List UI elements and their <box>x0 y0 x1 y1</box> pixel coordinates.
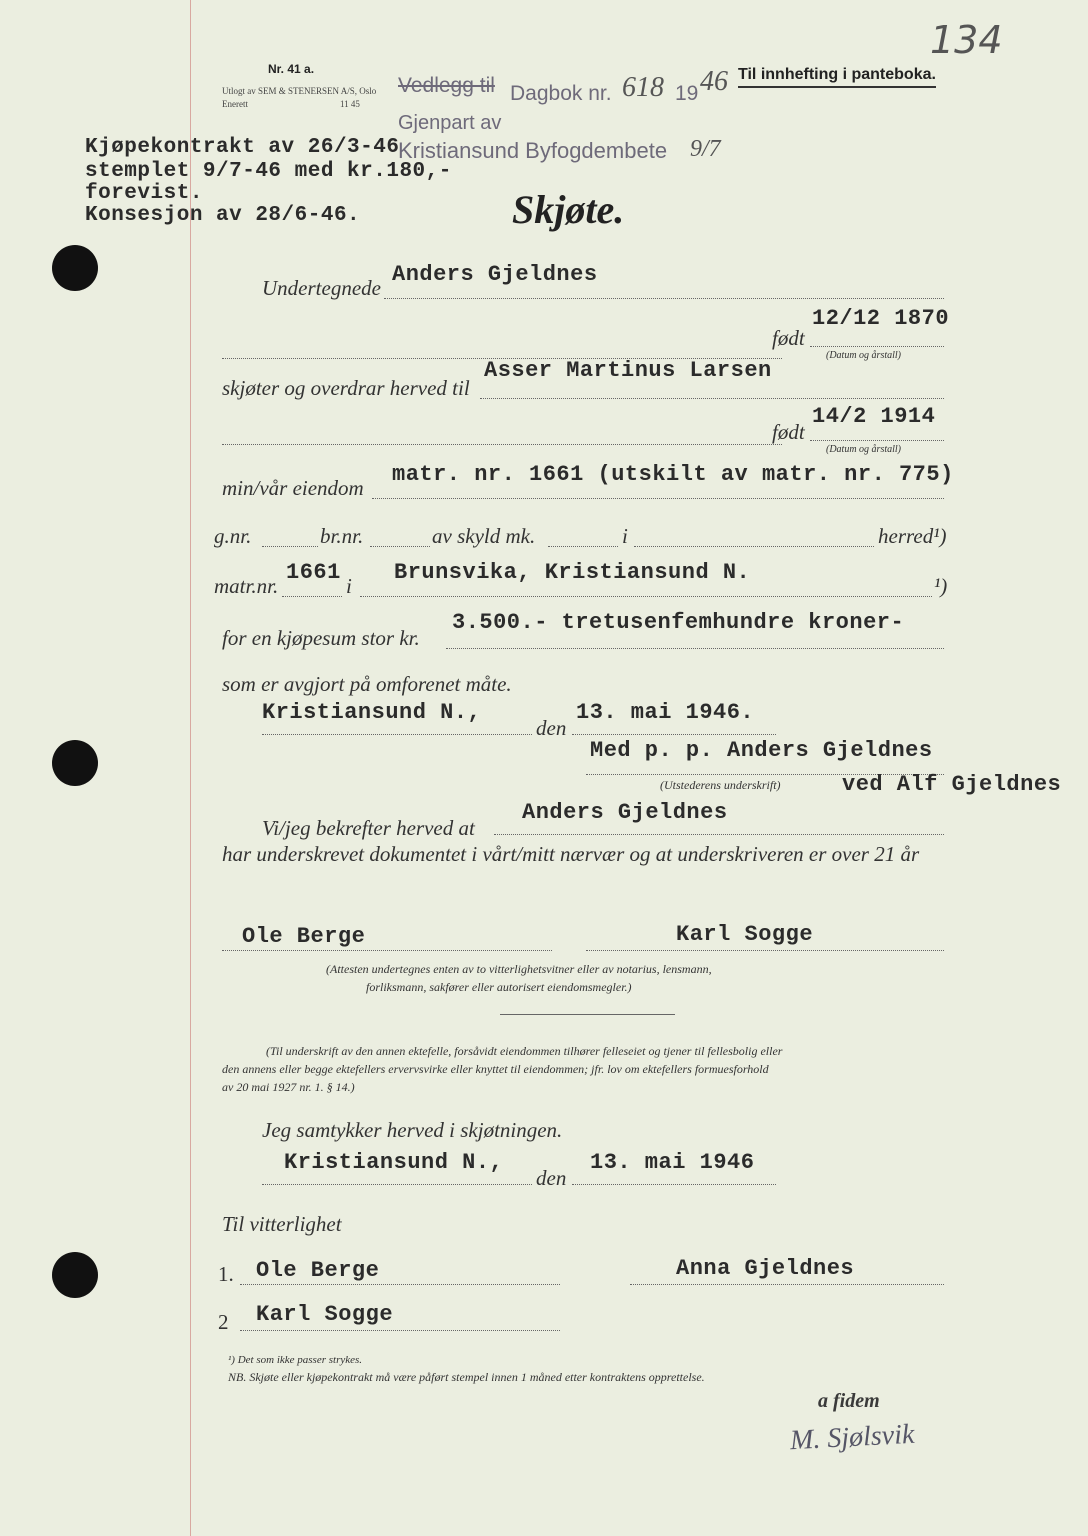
label-foot-ref: ¹) <box>934 574 948 598</box>
vitterlighet-1: Ole Berge <box>256 1258 380 1283</box>
seller-name: Anders Gjeldnes <box>392 262 598 287</box>
vedlegg-label: Vedlegg til <box>398 74 495 97</box>
separator <box>500 1014 675 1015</box>
datum-label-seller: (Datum og årstall) <box>826 350 901 361</box>
label-bekrefter: Vi/jeg bekrefter herved at <box>262 816 475 840</box>
spouse-note-3: av 20 mai 1927 nr. 1. § 14.) <box>222 1080 355 1094</box>
gjenpart-label: Gjenpart av <box>398 112 502 134</box>
binder-hole-top <box>52 245 98 291</box>
label-n2: 2 <box>218 1310 229 1334</box>
attest-note-1: (Attesten undertegnes enten av to vitterlighetsvitner eller av notarius, lensmann, <box>326 962 712 976</box>
label-avgjort: som er avgjort på omforenet måte. <box>222 672 512 696</box>
page-number: 134 <box>930 18 1003 62</box>
header-right: Til innhefting i panteboka. <box>738 66 936 88</box>
publisher-code: 11 45 <box>340 99 360 109</box>
label-vitterlighet: Til vitterlighet <box>222 1212 342 1236</box>
dagbok-label: Dagbok nr. <box>510 82 612 105</box>
dagbok-value: 618 <box>622 72 664 103</box>
label-skyld: av skyld mk. <box>432 524 536 548</box>
spouse-note-1: (Til underskrift av den annen ektefelle, forsåvidt eiendommen tilhører felleseiet og tjener til fellesbolig eller <box>266 1044 783 1058</box>
datum-label-buyer: (Datum og årstall) <box>826 444 901 455</box>
document-title: Skjøte. <box>512 187 625 232</box>
publisher-line: Utlogt av SEM & STENERSEN A/S, Oslo <box>222 86 377 96</box>
label-underskrevet: har underskrevet dokumentet i vårt/mitt nærvær og at underskriveren er over 21 år <box>222 842 920 866</box>
binder-hole-middle <box>52 740 98 786</box>
label-i: i <box>622 524 628 548</box>
year-prefix: 19 <box>675 82 699 105</box>
buyer-name: Asser Martinus Larsen <box>484 358 772 383</box>
vitterlighet-2: Karl Sogge <box>256 1302 394 1327</box>
margin-note-3: forevist. <box>85 182 203 205</box>
date-note: 9/7 <box>690 136 721 162</box>
label-n1: 1. <box>218 1262 234 1286</box>
year-suffix: 46 <box>700 66 728 97</box>
label-gnr: g.nr. <box>214 524 252 548</box>
binder-hole-bottom <box>52 1252 98 1298</box>
margin-note-4: Konsesjon av 28/6-46. <box>85 204 361 227</box>
consent-date: 13. mai 1946 <box>590 1150 755 1175</box>
publisher-enerett: Enerett <box>222 99 248 109</box>
label-skjoter: skjøter og overdrar herved til <box>222 376 470 400</box>
consent-place: Kristiansund N., <box>284 1150 504 1175</box>
label-fodt-seller: født <box>772 326 805 350</box>
label-utsteder: (Utstederens underskrift) <box>660 778 781 792</box>
signature-by: ved Alf Gjeldnes <box>842 772 1062 797</box>
clerk-signature: M. Sjølsvik <box>789 1418 916 1457</box>
label-den: den <box>536 716 567 740</box>
seller-born: 12/12 1870 <box>812 306 950 331</box>
label-kjopesum: for en kjøpesum stor kr. <box>222 626 420 650</box>
signature-value: Med p. p. Anders Gjeldnes <box>590 738 933 763</box>
property-desc: matr. nr. 1661 (utskilt av matr. nr. 775) <box>392 462 954 487</box>
matr-nr-value: 1661 <box>286 560 341 585</box>
spouse-note-2: den annens eller begge ektefellers ervervsvirke eller knyttet til eiendommen; jfr. lov om ektefellers formuesforhold <box>222 1062 769 1076</box>
label-eiendom: min/vår eiendom <box>222 476 364 500</box>
confirmed-person: Anders Gjeldnes <box>522 800 728 825</box>
office-name: Kristiansund Byfogdembete <box>398 138 668 163</box>
date-value: 13. mai 1946. <box>576 700 755 725</box>
margin-note-1: Kjøpekontrakt av 26/3-46 <box>85 136 400 159</box>
label-brnr: br.nr. <box>320 524 364 548</box>
label-samtykker: Jeg samtykker herved i skjøtningen. <box>262 1118 563 1142</box>
label-herred: herred¹) <box>878 524 947 548</box>
price-value: 3.500.- tretusenfemhundre kroner- <box>452 610 905 635</box>
footnote: ¹) Det som ikke passer strykes. <box>228 1354 363 1366</box>
place-value: Kristiansund N., <box>262 700 482 725</box>
nb-note: NB. Skjøte eller kjøpekontrakt må være påført stempel innen 1 måned etter kontraktens opprettelse. <box>228 1370 705 1384</box>
label-undertegnede: Undertegnede <box>262 276 381 300</box>
label-matrnr: matr.nr. <box>214 574 279 598</box>
spouse-signature: Anna Gjeldnes <box>676 1256 855 1281</box>
witness-2: Karl Sogge <box>676 922 814 947</box>
form-number: Nr. 41 a. <box>268 62 315 76</box>
location-value: Brunsvika, Kristiansund N. <box>394 560 751 585</box>
margin-note-2: stemplet 9/7-46 med kr.180,- <box>85 160 452 183</box>
attest-note-2: forliksmann, sakfører eller autorisert eiendomsmegler.) <box>366 980 632 994</box>
a-fidem-stamp: a fidem <box>818 1390 880 1412</box>
buyer-born: 14/2 1914 <box>812 404 936 429</box>
witness-1: Ole Berge <box>242 924 366 949</box>
margin-line <box>190 0 191 1536</box>
label-i-matr: i <box>346 574 352 598</box>
label-fodt-buyer: født <box>772 420 805 444</box>
label-den-consent: den <box>536 1166 567 1190</box>
